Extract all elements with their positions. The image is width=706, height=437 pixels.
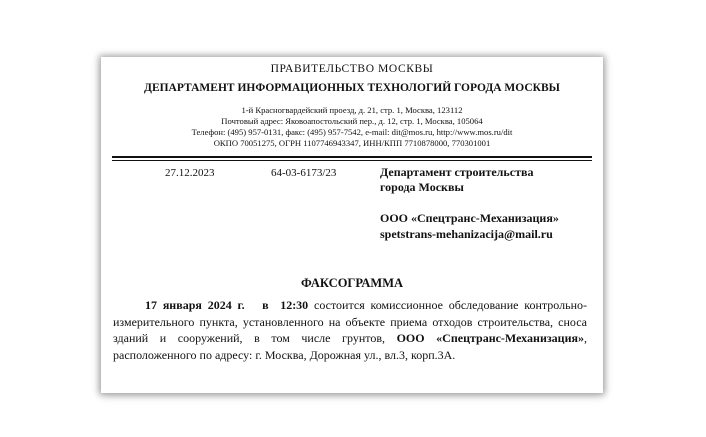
in-word: в bbox=[262, 298, 269, 312]
address-line: 1-й Красногвардейский проезд, д. 21, стр. 1, Москва, 123112 bbox=[241, 105, 463, 115]
inspection-date: 17 января 2024 г. bbox=[145, 298, 245, 312]
addressee-company-email: spetstrans-mehanizacija@mail.ru bbox=[380, 227, 553, 241]
document-title: ФАКСОГРАММА bbox=[300, 276, 404, 290]
company-name-bold: ООО «Спецтранс-Механизация» bbox=[396, 331, 584, 345]
inspection-time: 12:30 bbox=[280, 298, 309, 312]
addressee-company-name: ООО «Спецтранс-Механизация» bbox=[380, 211, 559, 225]
addressee-department-line2: города Москвы bbox=[380, 180, 464, 194]
document-number: 64-03-6173/23 bbox=[271, 167, 337, 179]
department-heading: ДЕПАРТАМЕНТ ИНФОРМАЦИОННЫХ ТЕХНОЛОГИЙ ГОРОДА МОСКВЫ bbox=[144, 82, 560, 94]
document-date: 27.12.2023 bbox=[165, 167, 215, 179]
registry-codes-line: ОКПО 70051275, ОГРН 1107746943347, ИНН/КПП 7710878000, 770301001 bbox=[213, 138, 491, 148]
body-text-part1: состоится комиссионное обследование контрольно-измерительного пункта, установленного на объекте приема отходов строительства, сноса зданий и сооружений, в том числе грунтов, bbox=[113, 298, 588, 345]
header-divider-thin bbox=[112, 160, 592, 161]
document-page bbox=[101, 57, 603, 393]
contacts-line: Телефон: (495) 957-0131, факс: (495) 957-7542, e-mail: dit@mos.ru, http://www.mos.ru/dit bbox=[191, 127, 513, 137]
document-body bbox=[113, 297, 587, 363]
addressee-department-line1: Департамент строительства bbox=[380, 165, 534, 179]
body-text-part2: , расположенного по адресу: г. Москва, Дорожная ул., вл.3, корп.3А. bbox=[113, 331, 587, 362]
government-heading: ПРАВИТЕЛЬСТВО МОСКВЫ bbox=[270, 63, 434, 75]
header-divider-thick bbox=[112, 156, 592, 158]
postal-address-line: Почтовый адрес: Яковоапостольский пер., д. 12, стр. 1, Москва, 105064 bbox=[221, 116, 483, 126]
